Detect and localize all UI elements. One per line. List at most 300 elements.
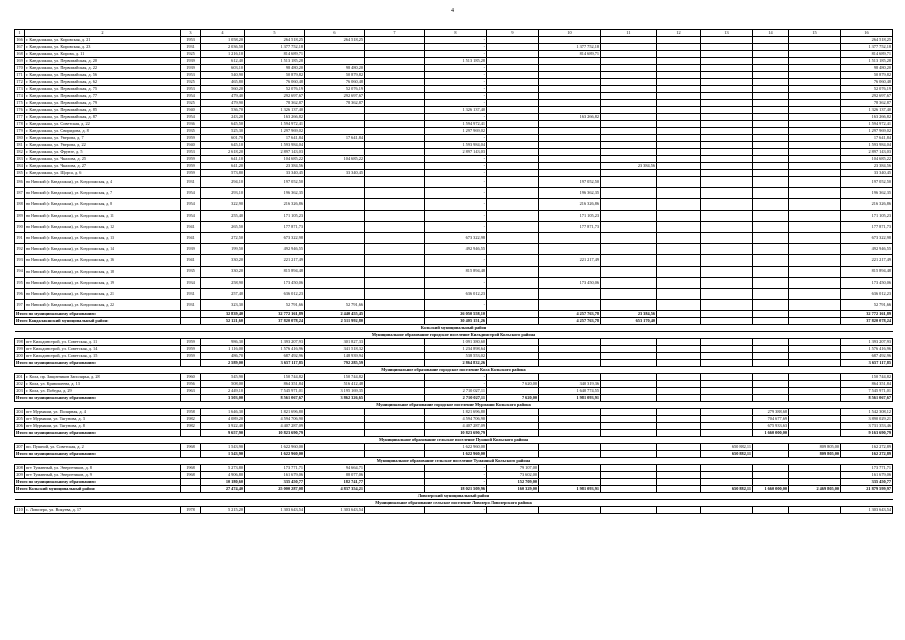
address-cell: г. Кандалакша, ул. Фрунзе, д. 5: [25, 149, 181, 156]
data-cell: 76 060,48: [841, 79, 893, 86]
data-cell: [657, 465, 701, 472]
data-cell: [657, 58, 701, 65]
data-cell: 864 351,84: [841, 381, 893, 388]
data-cell: 645,50: [201, 121, 245, 128]
data-cell: [657, 149, 701, 156]
data-cell: [365, 199, 425, 210]
table-row: [15, 100, 893, 107]
data-cell: 196 362,35: [841, 188, 893, 199]
data-cell: [539, 149, 601, 156]
data-cell: [305, 255, 365, 266]
data-cell: [601, 266, 657, 277]
header-cell: 6: [305, 30, 365, 37]
data-cell: [753, 93, 789, 100]
data-cell: 538 553,02: [425, 353, 487, 360]
data-cell: [601, 210, 657, 221]
data-cell: 814 689,71: [539, 51, 601, 58]
data-cell: 171 105,23: [539, 210, 601, 221]
data-cell: [601, 353, 657, 360]
data-cell: 1 594 972,41: [841, 121, 893, 128]
data-cell: [789, 177, 841, 188]
data-cell: 673 322,98: [841, 232, 893, 243]
data-cell: [487, 58, 539, 65]
total-cell: [789, 360, 841, 367]
data-cell: 1 593 984,04: [425, 142, 487, 149]
table-row: [15, 163, 893, 170]
data-cell: [601, 374, 657, 381]
section-heading-row: [15, 437, 893, 444]
data-cell: [601, 416, 657, 423]
data-cell: [487, 44, 539, 51]
address-cell: с. Ловозеро, ул. Вокуева, д. 17: [25, 507, 181, 514]
data-cell: [487, 346, 539, 353]
data-cell: 1 377 752,18: [245, 44, 305, 51]
data-cell: [305, 232, 365, 243]
data-cell: [365, 388, 425, 395]
data-cell: [539, 374, 601, 381]
data-cell: 210: [16, 507, 23, 513]
data-cell: [701, 465, 753, 472]
address-cell: г. Кандалакша, ул. Уверова, д. 7: [25, 135, 181, 142]
total-cell: [305, 451, 365, 458]
data-cell: [789, 65, 841, 72]
table-body: [15, 30, 893, 514]
data-cell: [701, 472, 753, 479]
data-cell: [487, 266, 539, 277]
section-heading: Кольский муниципальный район: [15, 325, 893, 332]
data-cell: [753, 374, 789, 381]
table-row: [15, 121, 893, 128]
data-cell: -: [425, 255, 487, 266]
data-cell: [657, 121, 701, 128]
data-cell: 650 882,11: [701, 444, 753, 451]
data-cell: 52 791,66: [305, 300, 365, 311]
total-cell: 3 657 117,85: [245, 360, 305, 367]
total-cell: 2 589,00: [201, 360, 245, 367]
total-cell: [487, 360, 539, 367]
data-cell: [657, 135, 701, 142]
data-cell: 1939: [181, 244, 201, 255]
data-cell: 199: [16, 346, 23, 352]
data-cell: [305, 128, 365, 135]
data-cell: [487, 163, 539, 170]
data-cell: [701, 388, 753, 395]
data-cell: [701, 210, 753, 221]
data-cell: [487, 277, 539, 288]
table-row: [15, 444, 893, 451]
data-cell: [365, 472, 425, 479]
data-cell: [657, 444, 701, 451]
data-cell: [365, 100, 425, 107]
data-cell: [701, 346, 753, 353]
data-cell: 279 388,68: [753, 409, 789, 416]
total-cell: [601, 451, 657, 458]
data-cell: [601, 37, 657, 44]
data-cell: 1935: [181, 266, 201, 277]
data-cell: [601, 423, 657, 430]
data-cell: [539, 93, 601, 100]
total-row: [15, 479, 893, 486]
data-cell: [657, 381, 701, 388]
data-cell: [487, 93, 539, 100]
data-cell: 150 744,82: [841, 374, 893, 381]
data-cell: 199,50: [201, 244, 245, 255]
data-cell: [365, 107, 425, 114]
data-cell: 1 297 969,02: [425, 128, 487, 135]
data-cell: [753, 44, 789, 51]
data-cell: [305, 409, 365, 416]
data-cell: [601, 170, 657, 177]
data-cell: [601, 472, 657, 479]
data-cell: 23 384,56: [841, 163, 893, 170]
data-cell: [539, 232, 601, 243]
data-cell: [365, 277, 425, 288]
data-cell: 167: [16, 43, 23, 49]
data-cell: -: [425, 472, 487, 479]
data-cell: 177 871,73: [539, 221, 601, 232]
data-cell: [487, 149, 539, 156]
data-cell: 216 326,86: [841, 199, 893, 210]
data-cell: 330,20: [201, 255, 245, 266]
data-cell: 1959: [181, 163, 201, 170]
data-cell: 173 450,06: [539, 277, 601, 288]
data-cell: 1958: [181, 409, 201, 416]
data-cell: -: [425, 177, 487, 188]
data-cell: 573,80: [201, 170, 245, 177]
data-cell: 172: [16, 78, 23, 84]
data-cell: [753, 121, 789, 128]
data-cell: 33 340,45: [305, 170, 365, 177]
data-cell: [657, 142, 701, 149]
data-cell: 207: [16, 444, 23, 450]
data-cell: [753, 339, 789, 346]
data-cell: 23 384,56: [245, 163, 305, 170]
data-cell: 188: [15, 199, 25, 210]
data-cell: 1959: [181, 135, 201, 142]
address-cell: г. Кандалакша, ул. Первомайская, д. 56: [25, 72, 181, 79]
address-cell: г. Кандалакша, ул. Чкалова, д. 27: [25, 163, 181, 170]
data-cell: [701, 93, 753, 100]
data-cell: 536,70: [201, 107, 245, 114]
data-cell: 78 362,87: [245, 100, 305, 107]
table-row: [15, 128, 893, 135]
data-cell: [657, 107, 701, 114]
data-cell: 193: [15, 255, 25, 266]
data-cell: 1982: [181, 423, 201, 430]
table-row: [15, 170, 893, 177]
data-cell: [365, 210, 425, 221]
data-cell: [601, 149, 657, 156]
data-cell: [657, 188, 701, 199]
data-cell: 52 076,19: [245, 86, 305, 93]
data-cell: [701, 100, 753, 107]
data-cell: [365, 149, 425, 156]
total-cell: 18 021 509,96: [425, 486, 487, 493]
data-cell: [365, 507, 425, 514]
total-cell: [789, 395, 841, 402]
data-cell: 184: [16, 162, 23, 168]
data-cell: -: [425, 114, 487, 121]
data-cell: [753, 156, 789, 163]
data-cell: [487, 65, 539, 72]
total-cell: 650 882,11: [701, 451, 753, 458]
data-cell: [365, 177, 425, 188]
data-cell: [601, 409, 657, 416]
data-cell: [701, 37, 753, 44]
total-cell: -: [425, 479, 487, 486]
total-cell: 653 170,40: [601, 318, 657, 325]
data-cell: [753, 177, 789, 188]
data-cell: [305, 188, 365, 199]
data-cell: [487, 79, 539, 86]
data-cell: [601, 339, 657, 346]
data-cell: [487, 86, 539, 93]
section-heading: Муниципальное образование сельское поселение Ловозеро Ловозерского района: [15, 500, 893, 507]
header-cell: 16: [841, 30, 893, 37]
data-cell: 1 326 137,40: [245, 107, 305, 114]
data-cell: 1 326 137,40: [841, 107, 893, 114]
data-cell: [539, 353, 601, 360]
section-heading: Муниципальное образование сельское поселение Туманный Кольского района: [15, 458, 893, 465]
data-cell: [789, 277, 841, 288]
data-cell: [701, 86, 753, 93]
data-cell: 545,90: [201, 374, 245, 381]
data-cell: 1 576 416,96: [245, 346, 305, 353]
data-cell: [539, 128, 601, 135]
data-cell: [701, 255, 753, 266]
address-cell: г. Кола, пр. Защитников Заполярья, д. 28: [25, 374, 181, 381]
data-cell: 4 594 706,90: [245, 416, 305, 423]
total-cell: [657, 430, 701, 437]
total-cell: [181, 360, 201, 367]
data-cell: 636 012,23: [841, 288, 893, 299]
data-cell: [487, 107, 539, 114]
total-cell: [487, 311, 539, 318]
data-cell: [657, 255, 701, 266]
data-cell: 1 622 960,00: [245, 444, 305, 451]
data-cell: 162 272,89: [841, 444, 893, 451]
data-cell: [789, 121, 841, 128]
data-cell: 52 076,19: [841, 86, 893, 93]
data-cell: -: [425, 44, 487, 51]
data-cell: -: [425, 135, 487, 142]
data-cell: [539, 163, 601, 170]
data-cell: 293,10: [201, 188, 245, 199]
address-cell: нп Нивский (г. Кандалакша), ул. Кондопожская, д. 16: [25, 255, 181, 266]
data-cell: 76 060,48: [245, 79, 305, 86]
data-cell: [305, 121, 365, 128]
data-cell: 1 393 207,93: [841, 339, 893, 346]
data-cell: [487, 416, 539, 423]
data-cell: [657, 416, 701, 423]
data-cell: [657, 44, 701, 51]
data-cell: 73 602,00: [487, 472, 539, 479]
total-cell: [753, 395, 789, 402]
data-cell: [789, 255, 841, 266]
data-cell: [657, 232, 701, 243]
data-cell: 540,90: [201, 72, 245, 79]
data-cell: [365, 156, 425, 163]
data-cell: [305, 277, 365, 288]
data-cell: [657, 65, 701, 72]
data-cell: [305, 114, 365, 121]
data-cell: [601, 51, 657, 58]
data-cell: [365, 170, 425, 177]
data-cell: 1978: [181, 507, 201, 514]
data-cell: [487, 128, 539, 135]
data-cell: 178: [16, 120, 23, 126]
data-cell: 104 685,22: [305, 156, 365, 163]
data-cell: 1 640 774,55: [539, 388, 601, 395]
data-cell: 1954: [181, 199, 201, 210]
address-cell: нп Нивский (г. Кандалакша), ул. Кондопожская, д. 12: [25, 221, 181, 232]
section-heading: Ловозерский муниципальный район: [15, 493, 893, 500]
data-cell: 1 513 185,28: [245, 58, 305, 65]
table-row: [15, 149, 893, 156]
address-cell: пгт Мурмаши, ул. Тягунова, д. 8: [25, 423, 181, 430]
data-cell: [657, 156, 701, 163]
header-cell: 3: [181, 30, 201, 37]
header-cell: 11: [601, 30, 657, 37]
data-cell: [601, 388, 657, 395]
total-label: Итого по муниципальному образованию:: [15, 430, 181, 437]
data-cell: 1936: [181, 121, 201, 128]
address-cell: г. Кандалакша, ул. Кировская, д. 23: [25, 44, 181, 51]
data-cell: 1 297 969,02: [841, 128, 893, 135]
data-cell: 4 407 287,09: [245, 423, 305, 430]
data-cell: 173 771,71: [245, 465, 305, 472]
data-cell: 1 326 137,40: [425, 107, 487, 114]
data-cell: 163 266,82: [539, 114, 601, 121]
data-cell: [701, 135, 753, 142]
data-cell: [701, 163, 753, 170]
data-cell: [601, 156, 657, 163]
data-cell: 1982: [181, 416, 201, 423]
data-cell: [753, 86, 789, 93]
table-row: [15, 114, 893, 121]
total-cell: [487, 430, 539, 437]
data-cell: 171 105,23: [245, 210, 305, 221]
data-cell: 50 879,82: [245, 72, 305, 79]
data-cell: [753, 188, 789, 199]
data-cell: [657, 388, 701, 395]
table-row: [15, 255, 893, 266]
total-cell: 2 864 832,26: [425, 360, 487, 367]
data-cell: 197 052,50: [841, 177, 893, 188]
data-cell: [753, 51, 789, 58]
section-heading-row: [15, 458, 893, 465]
data-cell: 2 036,50: [201, 44, 245, 51]
total-cell: [789, 479, 841, 486]
total-label: Итого по муниципальному образованию:: [15, 360, 181, 367]
data-cell: 1941: [181, 221, 201, 232]
data-cell: [701, 416, 753, 423]
data-cell: 1 091 380,60: [425, 339, 487, 346]
data-cell: [601, 65, 657, 72]
data-cell: [365, 244, 425, 255]
total-cell: [487, 451, 539, 458]
data-cell: [487, 388, 539, 395]
total-cell: 335 450,77: [245, 479, 305, 486]
header-cell: 13: [701, 30, 753, 37]
data-cell: 104 685,22: [245, 156, 305, 163]
data-cell: 641,20: [201, 163, 245, 170]
data-cell: 197: [15, 300, 25, 311]
table-row: [15, 37, 893, 44]
data-cell: 94 664,71: [305, 465, 365, 472]
data-cell: [789, 149, 841, 156]
table-row: [15, 58, 893, 65]
data-cell: [657, 210, 701, 221]
data-cell: [487, 51, 539, 58]
data-cell: [539, 346, 601, 353]
total-cell: [701, 430, 753, 437]
data-cell: 322,90: [201, 199, 245, 210]
data-cell: [753, 100, 789, 107]
data-cell: [487, 210, 539, 221]
data-cell: 187: [15, 188, 25, 199]
data-cell: -: [425, 72, 487, 79]
data-cell: 257,40: [201, 288, 245, 299]
data-cell: [789, 266, 841, 277]
data-cell: 1953: [181, 86, 201, 93]
data-cell: 23 384,56: [601, 163, 657, 170]
data-cell: [701, 156, 753, 163]
data-cell: [539, 244, 601, 255]
data-cell: [789, 339, 841, 346]
data-cell: 196: [15, 288, 25, 299]
data-cell: 2 897 143,03: [245, 149, 305, 156]
data-cell: [753, 58, 789, 65]
data-cell: 179: [16, 127, 23, 133]
table-row: [15, 72, 893, 79]
data-cell: [701, 423, 753, 430]
data-cell: [539, 107, 601, 114]
data-cell: 185: [16, 169, 23, 175]
data-cell: 203: [16, 388, 23, 394]
data-cell: 479,40: [201, 93, 245, 100]
data-cell: 687 492,96: [245, 353, 305, 360]
data-cell: [753, 163, 789, 170]
total-cell: 1 622 960,00: [425, 451, 487, 458]
data-cell: [701, 170, 753, 177]
data-cell: [365, 300, 425, 311]
total-label: Итого по муниципальному образованию:: [15, 311, 181, 318]
data-cell: [657, 266, 701, 277]
data-cell: [305, 107, 365, 114]
total-cell: [753, 360, 789, 367]
table-row: [15, 244, 893, 255]
total-cell: 52 121,60: [201, 318, 245, 325]
table-row: [15, 465, 893, 472]
data-cell: [789, 409, 841, 416]
total-cell: [753, 479, 789, 486]
data-cell: [701, 51, 753, 58]
data-cell: 815 894,48: [245, 266, 305, 277]
data-cell: 255,40: [201, 210, 245, 221]
total-cell: [539, 451, 601, 458]
total-cell: 1 543,90: [201, 451, 245, 458]
data-cell: [365, 221, 425, 232]
data-cell: 1959: [181, 170, 201, 177]
data-cell: [487, 177, 539, 188]
section-heading-row: [15, 493, 893, 500]
data-cell: 1 393 207,93: [245, 339, 305, 346]
total-cell: [657, 486, 701, 493]
data-cell: 1 303 643,54: [245, 507, 305, 514]
data-cell: [701, 149, 753, 156]
data-cell: [701, 58, 753, 65]
